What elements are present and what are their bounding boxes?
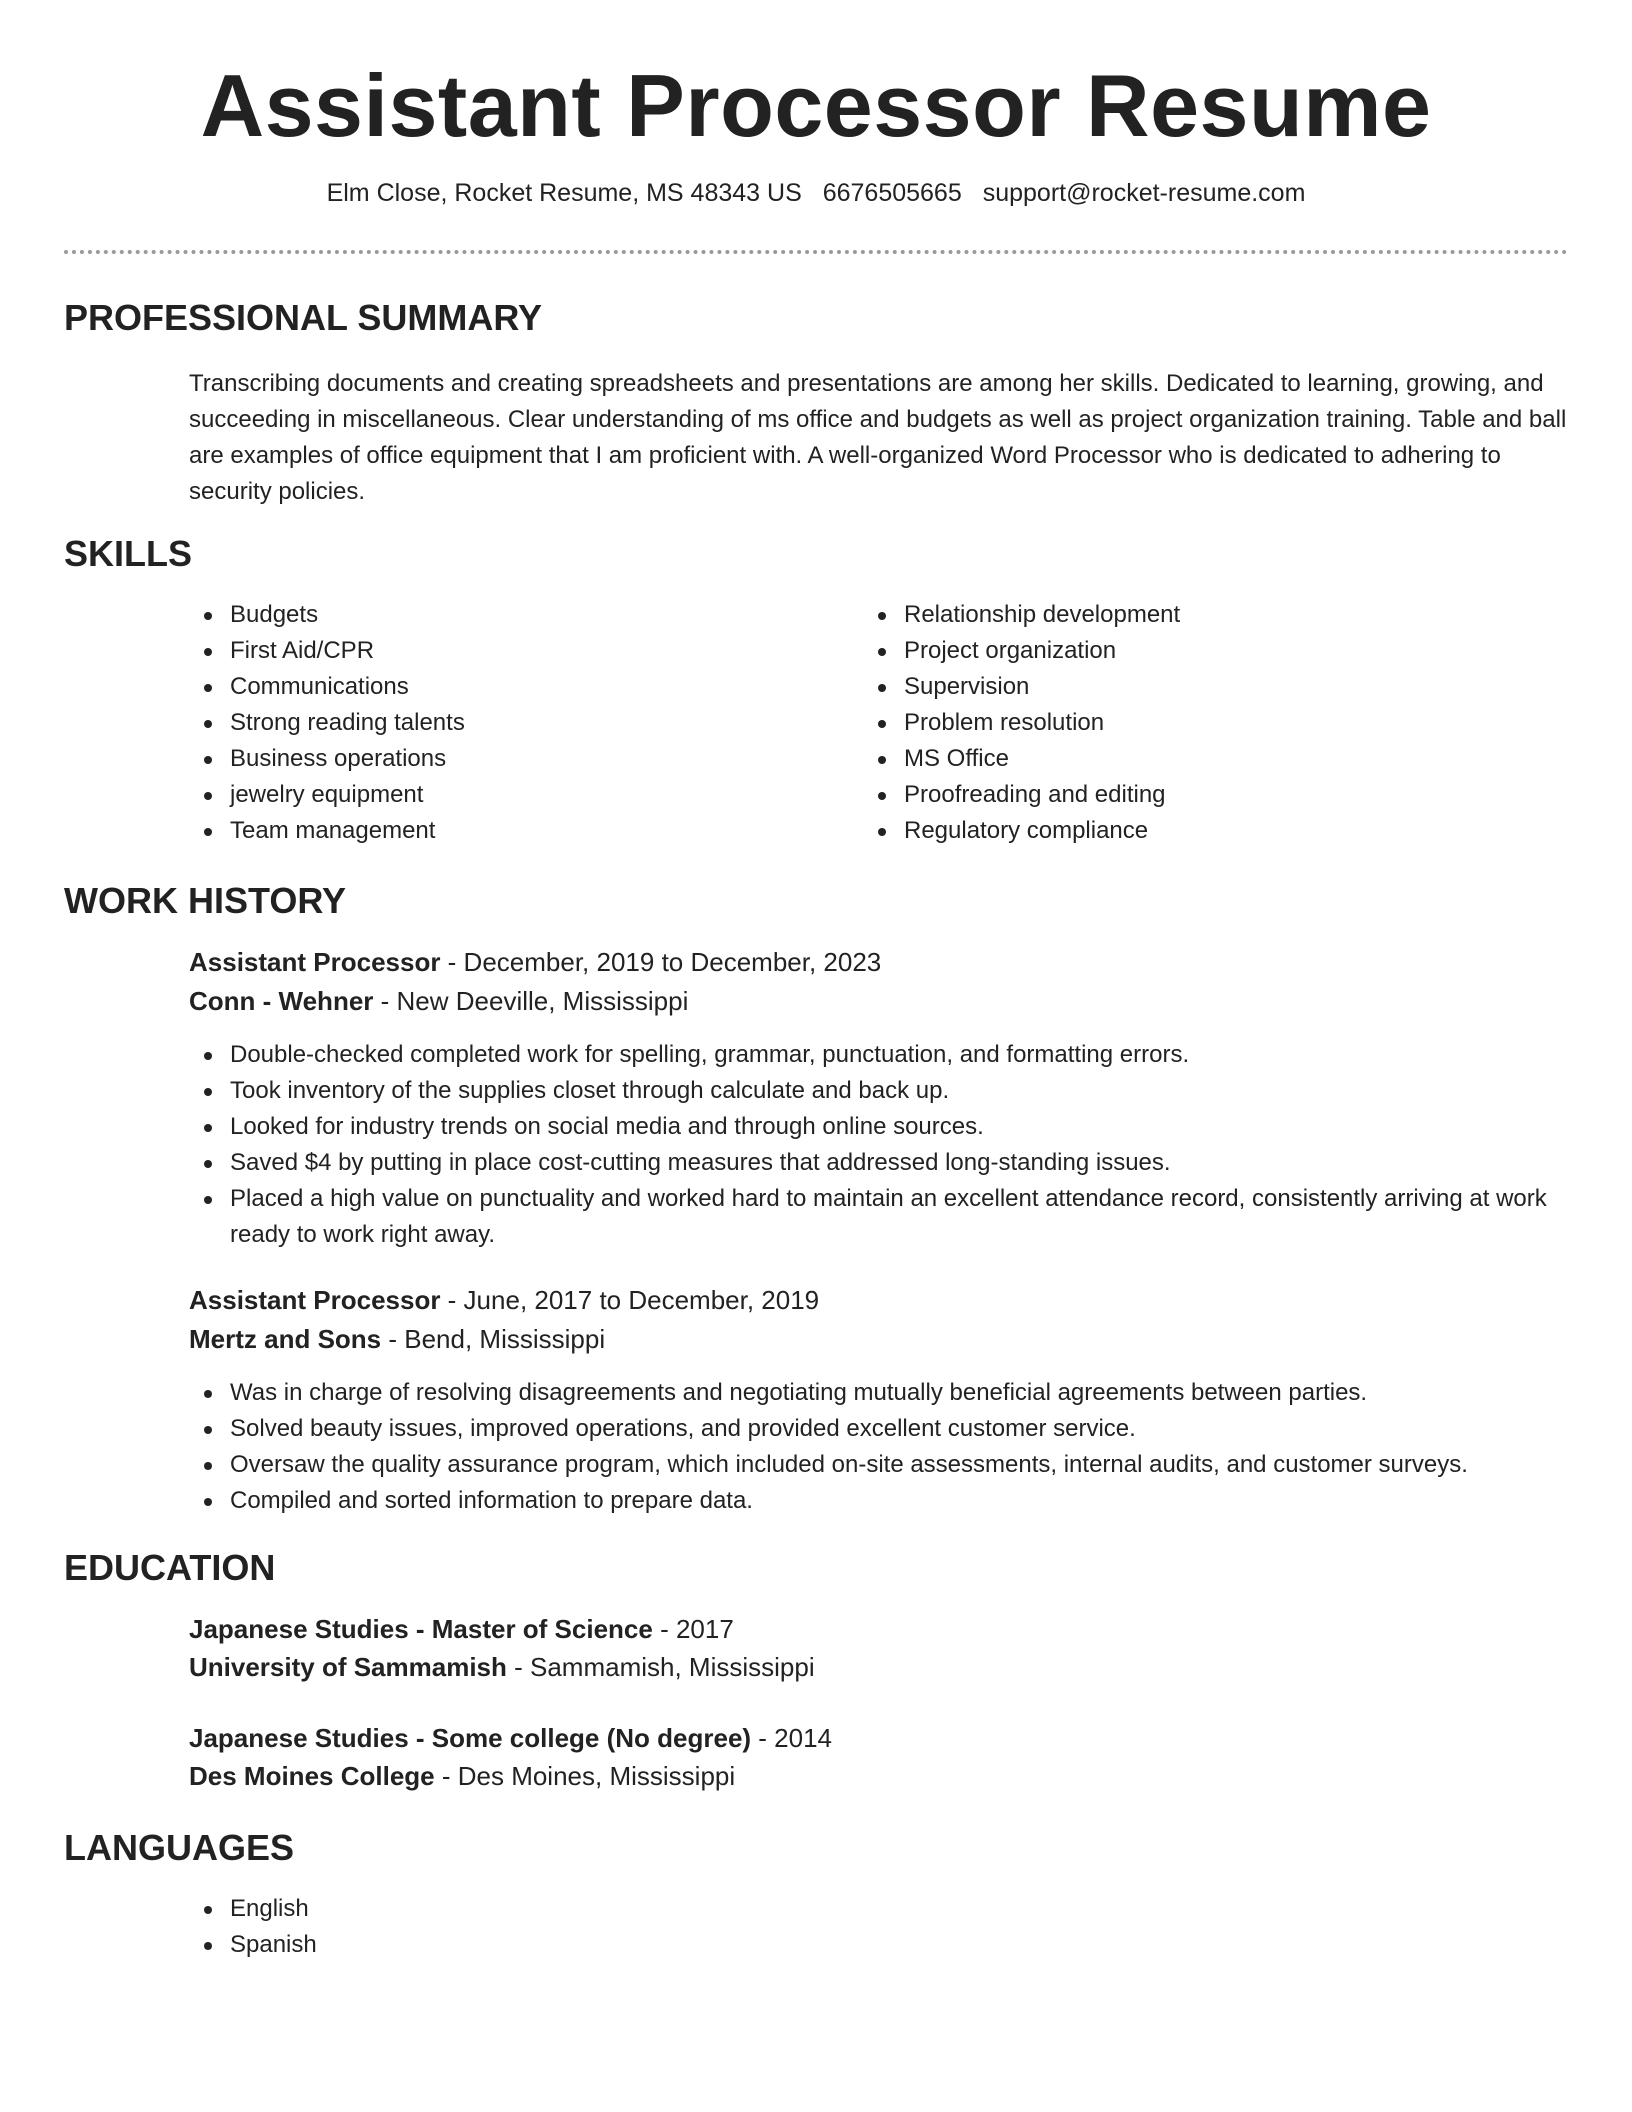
skill-item: Proofreading and editing [860,777,1180,813]
skill-item: MS Office [860,741,1180,777]
job-company-line [189,1320,605,1358]
skill-item: Relationship development [860,597,1180,633]
skills-list-left [186,597,465,849]
language-item: English [186,1891,317,1927]
skill-item: Regulatory compliance [860,813,1180,849]
job-dates: - December, 2019 to December, 2023 [440,947,882,977]
degree-year: - 2014 [751,1723,833,1753]
job-company-line [189,982,688,1020]
contact-email: support@rocket-resume.com [982,179,1306,207]
work-heading: WORK HISTORY [64,880,347,921]
skill-item: Business operations [186,741,465,777]
job-bullet: Was in charge of resolving disagreements and negotiating mutually beneficial agreements between parties. [186,1375,1568,1411]
school-location: - Des Moines, Mississippi [434,1761,736,1791]
language-item: Spanish [186,1927,317,1963]
job-title-line [189,943,881,981]
summary-heading: PROFESSIONAL SUMMARY [64,297,543,338]
school: Des Moines College [189,1761,435,1791]
skill-item: Communications [186,669,465,705]
job-title: Assistant Processor [189,947,441,977]
job-company: Conn - Wehner [189,986,374,1016]
skills-heading: SKILLS [64,533,193,574]
degree-line [189,1610,734,1648]
header-divider [64,250,1568,254]
job-title: Assistant Processor [189,1285,441,1315]
school-line [189,1757,735,1795]
job-bullet: Double-checked completed work for spelling, grammar, punctuation, and formatting errors. [186,1037,1568,1073]
job-location: - New Deeville, Mississippi [373,986,689,1016]
skills-list-right [860,597,1180,849]
contact-line [0,177,1632,209]
skill-item: Strong reading talents [186,705,465,741]
job-dates: - June, 2017 to December, 2019 [440,1285,820,1315]
school-line [189,1648,815,1686]
resume-title: Assistant Processor Resume [200,56,1432,155]
job-bullet: Looked for industry trends on social media and through online sources. [186,1109,1568,1145]
job-bullet: Took inventory of the supplies closet through calculate and back up. [186,1073,1568,1109]
skill-item: Budgets [186,597,465,633]
languages-list [186,1891,317,1963]
job-location: - Bend, Mississippi [381,1324,606,1354]
job-bullets [186,1375,1568,1519]
skill-item: First Aid/CPR [186,633,465,669]
summary-text: Transcribing documents and creating spreadsheets and presentations are among her skills. Dedicated to learning, growing, and succeeding in miscellaneous. Clear understanding of ms office and budgets as well as project organization training. Table and ball are examples of office equipment that I am proficient with. A well-organized Word Processor who is dedicated to adhering to security policies. [189,370,1567,505]
education-heading: EDUCATION [64,1547,276,1588]
job-bullets [186,1037,1568,1253]
job-bullet: Saved $4 by putting in place cost-cutting measures that addressed long-standing issues. [186,1145,1568,1181]
contact-phone: 6676505665 [822,179,962,207]
skill-item: jewelry equipment [186,777,465,813]
job-bullet: Oversaw the quality assurance program, which included on-site assessments, internal audits, and customer surveys. [186,1447,1568,1483]
degree-line [189,1719,832,1757]
skill-item: Team management [186,813,465,849]
school-location: - Sammamish, Mississippi [506,1652,815,1682]
languages-heading: LANGUAGES [64,1827,295,1868]
job-title-line [189,1281,819,1319]
degree-year: - 2017 [652,1614,734,1644]
degree: Japanese Studies - Master of Science [189,1614,653,1644]
job-bullet: Solved beauty issues, improved operations, and provided excellent customer service. [186,1411,1568,1447]
school: University of Sammamish [189,1652,507,1682]
degree: Japanese Studies - Some college (No degree) [189,1723,752,1753]
job-bullet: Compiled and sorted information to prepare data. [186,1483,1568,1519]
skill-item: Supervision [860,669,1180,705]
contact-address: Elm Close, Rocket Resume, MS 48343 US [326,179,802,207]
skill-item: Project organization [860,633,1180,669]
job-company: Mertz and Sons [189,1324,382,1354]
skill-item: Problem resolution [860,705,1180,741]
job-bullet: Placed a high value on punctuality and worked hard to maintain an excellent attendance record, consistently arriving at work ready to work right away. [186,1181,1568,1253]
